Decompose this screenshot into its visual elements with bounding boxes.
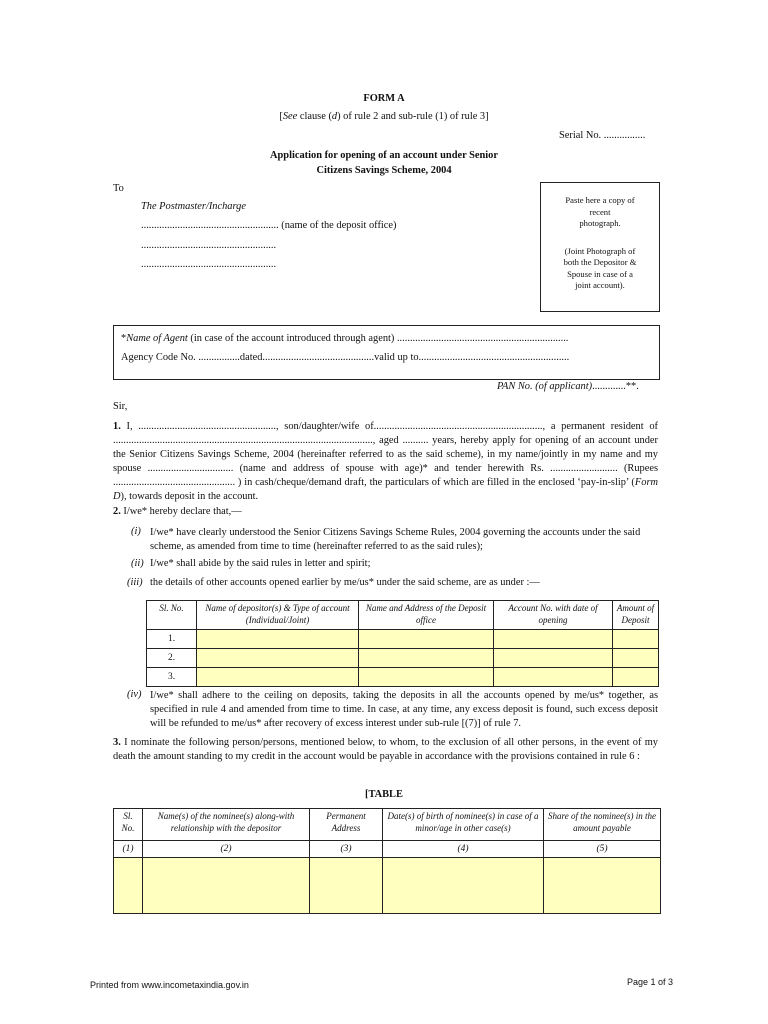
para1-formd: Form D xyxy=(113,477,658,502)
col-amount: Amount of Deposit xyxy=(613,601,659,630)
col-account-no: Account No. with date of opening xyxy=(494,601,613,630)
clause-ii-number: (ii) xyxy=(131,558,144,569)
address-line-3: .................................................... xyxy=(141,259,277,270)
nominee-col-dob: Date(s) of birth of nominee(s) in case of a minor/age in other case(s) xyxy=(383,809,544,841)
nominee-col-share: Share of the nominee(s) in the amount payable xyxy=(544,809,661,841)
paragraph-3 xyxy=(113,736,658,764)
photo-line-1: Paste here a copy of xyxy=(565,195,635,205)
depositor-cell[interactable] xyxy=(197,649,359,668)
depositor-cell[interactable] xyxy=(197,668,359,687)
photo-line-7: joint account). xyxy=(575,280,625,290)
amount-cell[interactable] xyxy=(613,668,659,687)
form-title: FORM A xyxy=(363,93,405,104)
nominee-col-slno: Sl. No. xyxy=(114,809,143,841)
application-title-line1: Application for opening of an account under Senior xyxy=(270,150,498,161)
photo-spacer xyxy=(541,230,659,246)
clause-i-number: (i) xyxy=(131,526,141,537)
clause-iii-text: the details of other accounts opened earlier by me/us* under the said scheme, are as under :— xyxy=(150,577,540,588)
row-number: 2. xyxy=(147,649,197,668)
clause-mid: clause ( xyxy=(297,111,332,122)
amount-cell[interactable] xyxy=(613,649,659,668)
clause-d: d xyxy=(331,111,338,122)
agent-details-box xyxy=(113,325,660,380)
agency-code-line: Agency Code No. ................dated...........................................valid up to.......................................................... xyxy=(121,352,570,363)
nominee-table xyxy=(113,808,661,914)
clause-i-text: I/we* have clearly understood the Senior Citizens Savings Scheme Rules, 2004 governing the accounts under the said scheme, as amended from time to time (hereinafter referred to as the said rules); xyxy=(150,527,641,552)
nominee-slno-cell[interactable] xyxy=(114,858,143,914)
photo-line-3: photograph. xyxy=(579,218,621,228)
para1-number: 1. xyxy=(113,421,121,432)
accounts-table-header xyxy=(147,601,659,630)
paragraph-1 xyxy=(113,420,658,504)
agent-name-label: Name of Agent xyxy=(126,333,188,344)
table-row xyxy=(147,668,659,687)
agent-star: * xyxy=(121,333,127,344)
table-row xyxy=(147,630,659,649)
photo-instructions xyxy=(541,195,659,292)
printed-from: Printed from www.incometaxindia.gov.in xyxy=(90,980,249,990)
clause-iv-number: (iv) xyxy=(127,689,142,700)
pan-dots: .............**. xyxy=(592,381,639,392)
nominee-share-cell[interactable] xyxy=(544,858,661,914)
application-title-line2: Citizens Savings Scheme, 2004 xyxy=(316,165,452,176)
salutation: Sir, xyxy=(113,401,128,412)
account-cell[interactable] xyxy=(494,649,613,668)
clause-ii-text: I/we* shall abide by the said rules in letter and spirit; xyxy=(150,558,371,569)
earlier-accounts-table xyxy=(146,600,659,687)
col-slno: Sl. No. xyxy=(147,601,197,630)
nominee-name-cell[interactable] xyxy=(143,858,310,914)
col-number-1: (1) xyxy=(114,841,143,858)
account-cell[interactable] xyxy=(494,630,613,649)
photo-line-5: both the Depositor & xyxy=(563,257,637,267)
clause-iii-number: (iii) xyxy=(127,577,143,588)
deposit-office-line: ..................................................... (name of the deposit office) xyxy=(141,220,397,231)
nominee-address-cell[interactable] xyxy=(310,858,383,914)
clause-see: See xyxy=(282,111,298,122)
nominee-number-row xyxy=(114,841,661,858)
photo-line-6: Spouse in case of a xyxy=(567,268,633,279)
para1-end: ), towards deposit in the account. xyxy=(120,491,259,502)
table-label: [TABLE xyxy=(365,789,403,800)
agent-name-line xyxy=(121,333,568,344)
clause-bracket: [ xyxy=(279,111,283,122)
amount-cell[interactable] xyxy=(613,630,659,649)
pan-label: PAN No. (of applicant) xyxy=(497,381,593,392)
account-cell[interactable] xyxy=(494,668,613,687)
photo-line-2: recent xyxy=(589,206,611,217)
clause-rest: ) of rule 2 and sub-rule (1) of rule 3] xyxy=(337,111,489,122)
col-number-5: (5) xyxy=(544,841,661,858)
para3-text: I nominate the following person/persons, mentioned below, to whom, to the exclusion of all other persons, in the event of my death the amount standing to my credit in the account would be payable in accordance with the provisions contained in rule 6 : xyxy=(113,737,658,762)
col-number-4: (4) xyxy=(383,841,544,858)
nominee-table-header xyxy=(114,809,661,841)
table-row xyxy=(114,858,661,914)
col-deposit-office: Name and Address of the Deposit office xyxy=(359,601,494,630)
address-line-2: .................................................... xyxy=(141,240,277,251)
photo-paste-box xyxy=(540,182,660,312)
depositor-cell[interactable] xyxy=(197,630,359,649)
col-depositor-name: Name of depositor(s) & Type of account (Individual/Joint) xyxy=(197,601,359,630)
row-number: 1. xyxy=(147,630,197,649)
para1-text: I, ....................................................., son/daughter/wife of................................................................., a permanent resident of ...................................................................................................., aged .......... years, hereby apply for opening of an account under the Senior Citizens Savings Scheme, 2004 (hereinafter referred to as the said scheme), in my name/jointly in my name and my spouse ................................. (name and address of spouse with age)* and tender herewith Rs. .......................... (Rupees ............................................... ) in cash/cheque/demand draft, the particulars of which are filled in the enclosed ‘pay-in-slip’ ( xyxy=(113,421,658,488)
nominee-col-address: Permanent Address xyxy=(310,809,383,841)
para3-number: 3. xyxy=(113,737,121,748)
to-label: To xyxy=(113,183,124,194)
serial-number: Serial No. ................ xyxy=(559,130,646,141)
office-cell[interactable] xyxy=(359,649,494,668)
table-row xyxy=(147,649,659,668)
page-number: Page 1 of 3 xyxy=(627,977,674,987)
pan-line xyxy=(497,381,639,392)
postmaster-label: The Postmaster/Incharge xyxy=(141,201,246,212)
office-cell[interactable] xyxy=(359,668,494,687)
row-number: 3. xyxy=(147,668,197,687)
nominee-col-name: Name(s) of the nominee(s) along-with relationship with the depositor xyxy=(143,809,310,841)
office-cell[interactable] xyxy=(359,630,494,649)
para2-number: 2. xyxy=(113,506,121,517)
photo-line-4: (Joint Photograph of xyxy=(564,245,636,256)
agent-name-rest: (in case of the account introduced through agent) .................................................................. xyxy=(187,333,569,344)
clause-iv-text: I/we* shall adhere to the ceiling on deposits, taking the deposits in all the accounts opened by me/us* together, as specified in rule 4 and amended from time to time. In case, at any time, any excess deposit is found, such excess deposit will be refunded to me/us* after recovery of excess interest under sub-rule [(7)] of rule 7. xyxy=(150,690,658,729)
nominee-dob-cell[interactable] xyxy=(383,858,544,914)
paragraph-2 xyxy=(113,506,242,517)
col-number-2: (2) xyxy=(143,841,310,858)
form-clause xyxy=(0,111,768,122)
col-number-3: (3) xyxy=(310,841,383,858)
para2-text: I/we* hereby declare that,— xyxy=(120,506,242,517)
